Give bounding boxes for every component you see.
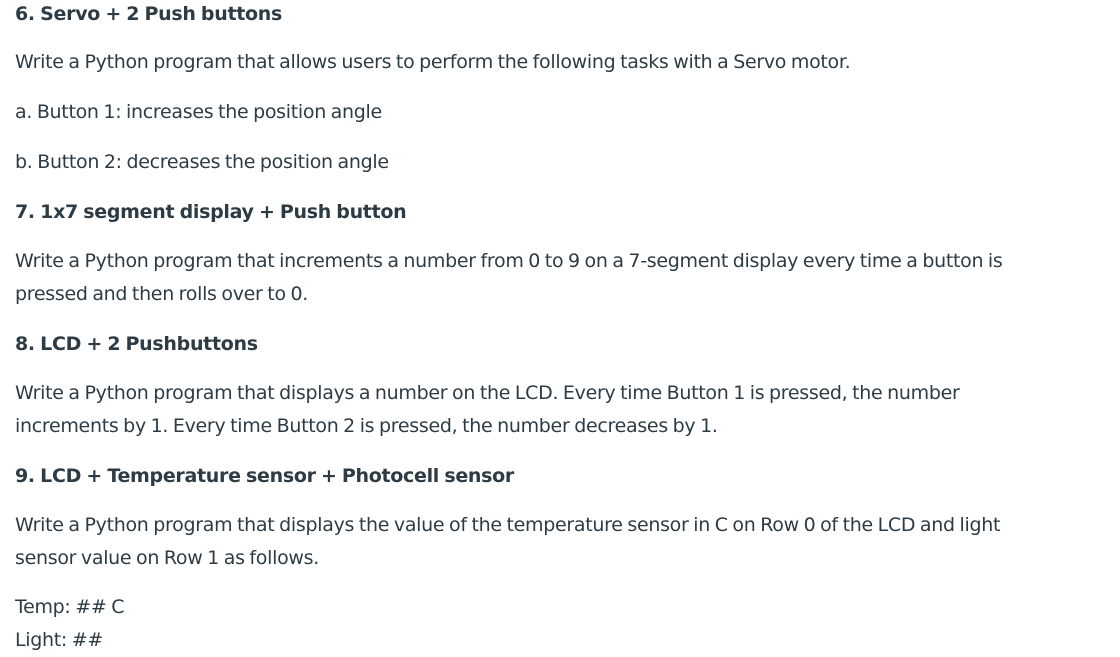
section-7-description-line2: pressed and then rolls over to 0. bbox=[15, 283, 309, 305]
section-6-description: Write a Python program that allows users to perform the following tasks with a Servo motor. bbox=[15, 51, 851, 73]
lcd-output-example bbox=[15, 591, 1105, 657]
section-6-body bbox=[15, 46, 1105, 79]
section-6-item-b bbox=[15, 146, 1105, 179]
section-6-heading: 6. Servo + 2 Push buttons bbox=[15, 3, 282, 25]
section-9 bbox=[15, 462, 1105, 490]
section-7-heading: 7. 1x7 segment display + Push button bbox=[15, 201, 407, 223]
section-8-description-line1: Write a Python program that displays a number on the LCD. Every time Button 1 is pressed, the number bbox=[15, 382, 960, 404]
section-6 bbox=[15, 0, 1105, 28]
section-7-body bbox=[15, 245, 1105, 311]
section-7-description-line1: Write a Python program that increments a number from 0 to 9 on a 7-segment display every time a button is bbox=[15, 250, 1003, 272]
section-9-heading: 9. LCD + Temperature sensor + Photocell sensor bbox=[15, 465, 514, 487]
list-item: b. Button 2: decreases the position angle bbox=[15, 151, 389, 173]
lcd-row-1: Light: ## bbox=[15, 629, 103, 651]
section-8-heading: 8. LCD + 2 Pushbuttons bbox=[15, 333, 258, 355]
section-7 bbox=[15, 198, 1105, 226]
section-8-description-line2: increments by 1. Every time Button 2 is pressed, the number decreases by 1. bbox=[15, 415, 718, 437]
section-8-body bbox=[15, 377, 1105, 443]
section-9-description-line1: Write a Python program that displays the value of the temperature sensor in C on Row 0 of the LCD and light bbox=[15, 514, 1001, 536]
lcd-row-0: Temp: ## C bbox=[15, 596, 125, 618]
section-6-item-a bbox=[15, 96, 1105, 129]
section-9-description-line2: sensor value on Row 1 as follows. bbox=[15, 547, 319, 569]
list-item: a. Button 1: increases the position angle bbox=[15, 101, 382, 123]
section-9-body bbox=[15, 509, 1105, 575]
section-8 bbox=[15, 330, 1105, 358]
